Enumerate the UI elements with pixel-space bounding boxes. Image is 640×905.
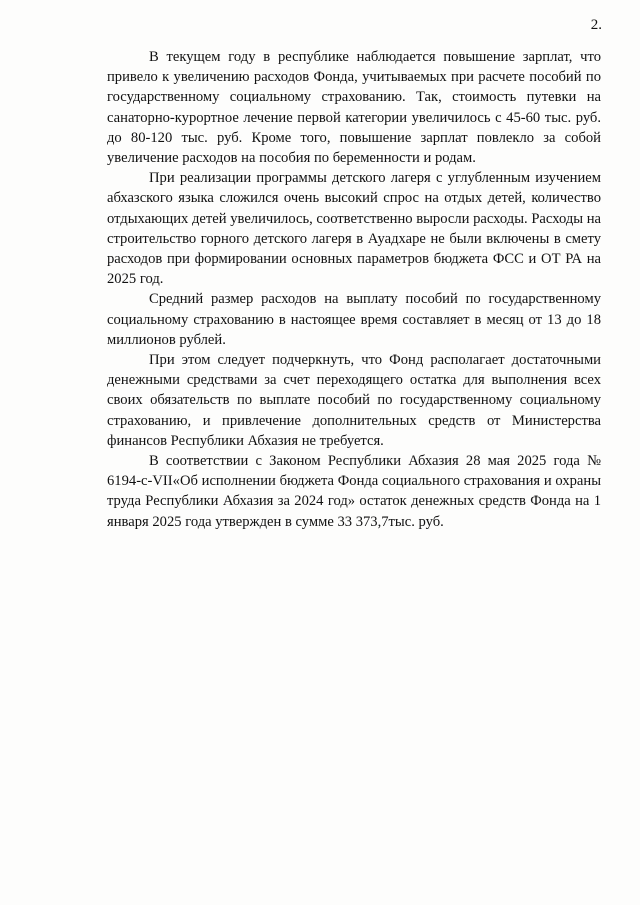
document-body: [107, 47, 601, 532]
paragraph-salary-increase: В текущем году в республике наблюдается повышение зарплат, что привело к увеличению расходов Фонда, учитываемых при расчете пособий по государственному социальному страхованию. Так, стоимость путевки на санаторно-курортное лечение первой категории увеличилось с 45-60 тыс. руб. до 80-120 тыс. руб. Кроме того, повышение зарплат повлекло за собой увеличение расходов на пособия по беременности и родам.: [107, 49, 601, 167]
paragraph-average-expenses: Средний размер расходов на выплату пособий по государственному социальному страхованию в настоящее время составляет в месяц от 13 до 18 миллионов рублей.: [107, 291, 601, 348]
paragraph-children-camp: При реализации программы детского лагеря с углубленным изучением абхазского языка сложился очень высокий спрос на отдых детей, количество отдыхающих детей увеличилось, соответственно выросли расходы. Расходы на строительство горного детского лагеря в Ауадхаре не были включены в смету расходов при формировании основных параметров бюджета ФСС и ОТ РА на 2025 год.: [107, 170, 601, 288]
paragraph-sufficient-funds: При этом следует подчеркнуть, что Фонд располагает достаточными денежными средствами за счет переходящего остатка для выполнения всех своих обязательств по выплате пособий по государственному социальному страхованию, и привлечение дополнительных средств от Министерства финансов Республики Абхазия не требуется.: [107, 352, 601, 449]
paragraph-law-reference: В соответствии с Законом Республики Абхазия 28 мая 2025 года № 6194-с-VII«Об исполнении бюджета Фонда социального страхования и охраны труда Республики Абхазия за 2024 год» остаток денежных средств Фонда на 1 января 2025 года утвержден в сумме 33 373,7тыс. руб.: [107, 453, 601, 530]
page-number: 2.: [590, 17, 602, 33]
